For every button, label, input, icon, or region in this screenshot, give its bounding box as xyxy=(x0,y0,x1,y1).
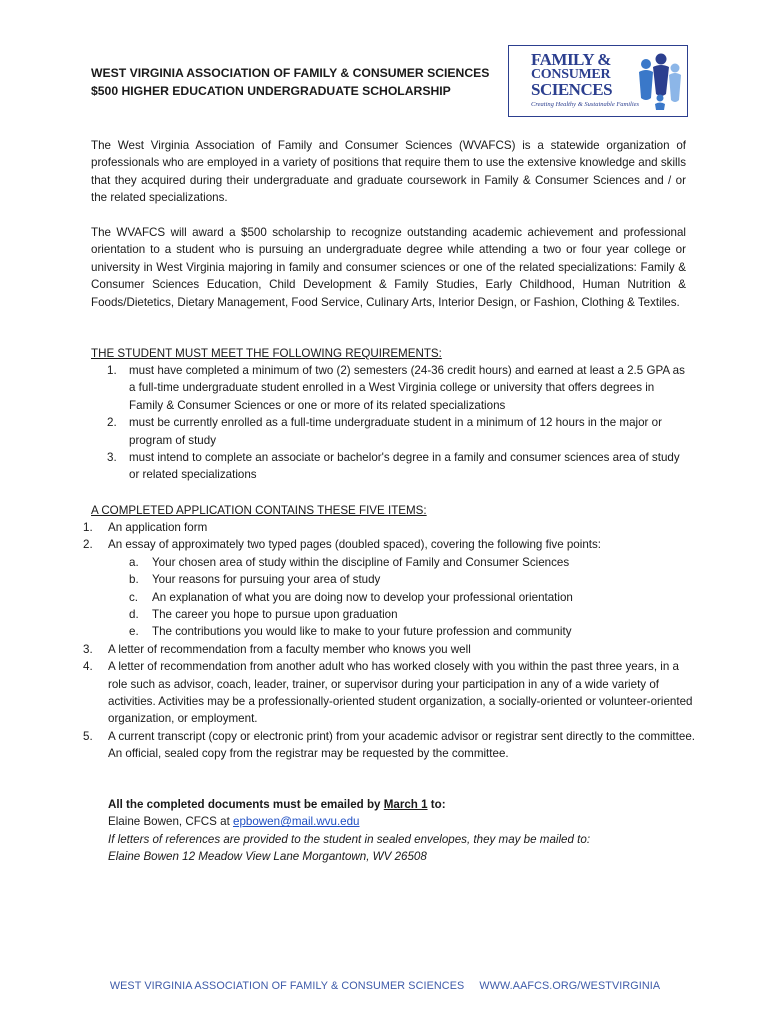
list-number: 2. xyxy=(107,416,117,430)
title-line-2: $500 HIGHER EDUCATION UNDERGRADUATE SCHOLARSHIP xyxy=(91,84,451,98)
sub-list-item xyxy=(81,589,701,606)
list-letter: c. xyxy=(129,590,139,604)
intro-paragraph: The West Virginia Association of Family and Consumer Sciences (WVAFCS) is a statewide organization of professionals who are employed in a variety of positions that require them to use the extensive knowledge and skills that they acquired during their undergraduate and graduate coursework in Family & Consumer Sciences and / or the related specializations. xyxy=(91,139,686,205)
list-number: 2. xyxy=(83,538,93,552)
sub-list-item-text: Your chosen area of study within the discipline of Family and Consumer Sciences xyxy=(152,555,570,569)
list-item xyxy=(81,641,701,658)
application-list xyxy=(81,519,701,763)
document-title xyxy=(91,64,489,100)
contact-name: Elaine Bowen, CFCS at xyxy=(108,815,234,829)
list-item xyxy=(81,728,701,763)
sub-list-item xyxy=(81,606,701,623)
deadline-lead: All the completed documents must be emailed by xyxy=(108,798,384,811)
list-number: 1. xyxy=(107,364,117,377)
page-footer xyxy=(0,980,770,992)
sub-list-item-text: Your reasons for pursuing your area of study xyxy=(152,573,381,587)
submission-info xyxy=(108,796,590,866)
deadline-line xyxy=(108,796,590,813)
list-letter: a. xyxy=(129,555,139,569)
footer-url: WWW.AAFCS.ORG/WESTVIRGINIA xyxy=(479,980,661,992)
mailing-address: Elaine Bowen 12 Meadow View Lane Morgantown, WV 26508 xyxy=(108,850,427,864)
list-item-text: An application form xyxy=(108,521,208,534)
award-paragraph: The WVAFCS will award a $500 scholarship to recognize outstanding academic achievement and professional orientation to a student who is pursuing an undergraduate degree while attending a two or four year college or university in West Virginia majoring in family and consumer sciences or one of the related specializations: Family & Consumer Sciences Education, Child Development & Family Studies, Early Childhood, Human Nutrition & Foods/Dietetics, Dietary Management, Food Service, Culinary Arts, Interior Design, or Fashion, Clothing & Textiles. xyxy=(91,226,686,309)
list-item xyxy=(91,414,686,449)
list-letter: e. xyxy=(129,625,139,639)
list-item xyxy=(91,362,686,414)
deadline-date: March 1 xyxy=(383,798,428,811)
logo-word-family: FAMILY & xyxy=(531,50,611,69)
sub-list-item-text: An explanation of what you are doing now to develop your professional orientation xyxy=(152,590,573,604)
email-link[interactable]: epbowen@mail.wvu.edu xyxy=(233,815,360,829)
sub-list-item-text: The career you hope to pursue upon graduation xyxy=(152,608,398,622)
list-number: 1. xyxy=(83,521,93,534)
contact-line xyxy=(108,813,590,830)
list-number: 3. xyxy=(107,451,117,465)
logo-word-consumer: CONSUMER xyxy=(531,67,611,82)
list-item-text: A current transcript (copy or electronic print) from your academic advisor or registrar sent directly to the committee. An official, sealed copy from the registrar may be requested by the committee. xyxy=(108,729,695,761)
application-heading: A COMPLETED APPLICATION CONTAINS THESE FIVE ITEMS: xyxy=(91,504,427,517)
sub-list-item xyxy=(81,623,701,640)
list-item xyxy=(81,519,701,536)
list-item xyxy=(91,449,686,484)
list-item xyxy=(81,536,701,553)
sub-list-item-text: The contributions you would like to make to your future profession and community xyxy=(152,625,572,639)
list-item-text: A letter of recommendation from a faculty member who knows you well xyxy=(108,642,471,656)
sub-list-item xyxy=(81,554,701,571)
deadline-lead-end: to: xyxy=(427,798,446,811)
requirements-list xyxy=(91,362,686,484)
sealed-envelope-note: If letters of references are provided to the student in sealed envelopes, they may be mailed to: xyxy=(108,832,591,846)
list-item xyxy=(81,658,701,728)
list-item-text: A letter of recommendation from another adult who has worked closely with you within the past three years, in a role such as advisor, coach, leader, trainer, or supervisor during your participation in any of a wide variety of activities. Activities may be a professionally-oriented student organization, a socially-oriented or volunteer-oriented organization, or employment. xyxy=(108,660,693,726)
list-number: 5. xyxy=(83,729,93,743)
title-line-1: WEST VIRGINIA ASSOCIATION OF FAMILY & CONSUMER SCIENCES xyxy=(91,66,490,80)
list-item-text: must have completed a minimum of two (2) semesters (24-36 credit hours) and earned at least a 2.5 GPA as a full-time undergraduate student enrolled in a West Virginia college or university that offers degrees in Family & Consumer Sciences or one or more of its related specializations xyxy=(129,364,685,412)
logo-tagline: Creating Healthy & Sustainable Families xyxy=(531,101,640,108)
list-item-text: must be currently enrolled as a full-time undergraduate student in a minimum of 12 hours in the major or program of study xyxy=(129,416,662,447)
list-item-text: An essay of approximately two typed pages (doubled spaced), covering the following five points: xyxy=(108,538,602,552)
list-letter: d. xyxy=(129,608,139,622)
sub-list-item xyxy=(81,571,701,588)
logo-word-sciences: SCIENCES xyxy=(531,80,613,99)
list-item-text: must intend to complete an associate or bachelor's degree in a family and consumer sciences area of study or related specializations xyxy=(129,451,680,482)
fcs-logo xyxy=(508,45,688,117)
list-number: 3. xyxy=(83,642,93,656)
footer-org: WEST VIRGINIA ASSOCIATION OF FAMILY & CONSUMER SCIENCES xyxy=(109,980,465,992)
requirements-heading: THE STUDENT MUST MEET THE FOLLOWING REQUIREMENTS: xyxy=(91,347,442,360)
list-number: 4. xyxy=(83,660,93,674)
family-figures-icon xyxy=(635,52,685,110)
list-letter: b. xyxy=(129,573,139,587)
